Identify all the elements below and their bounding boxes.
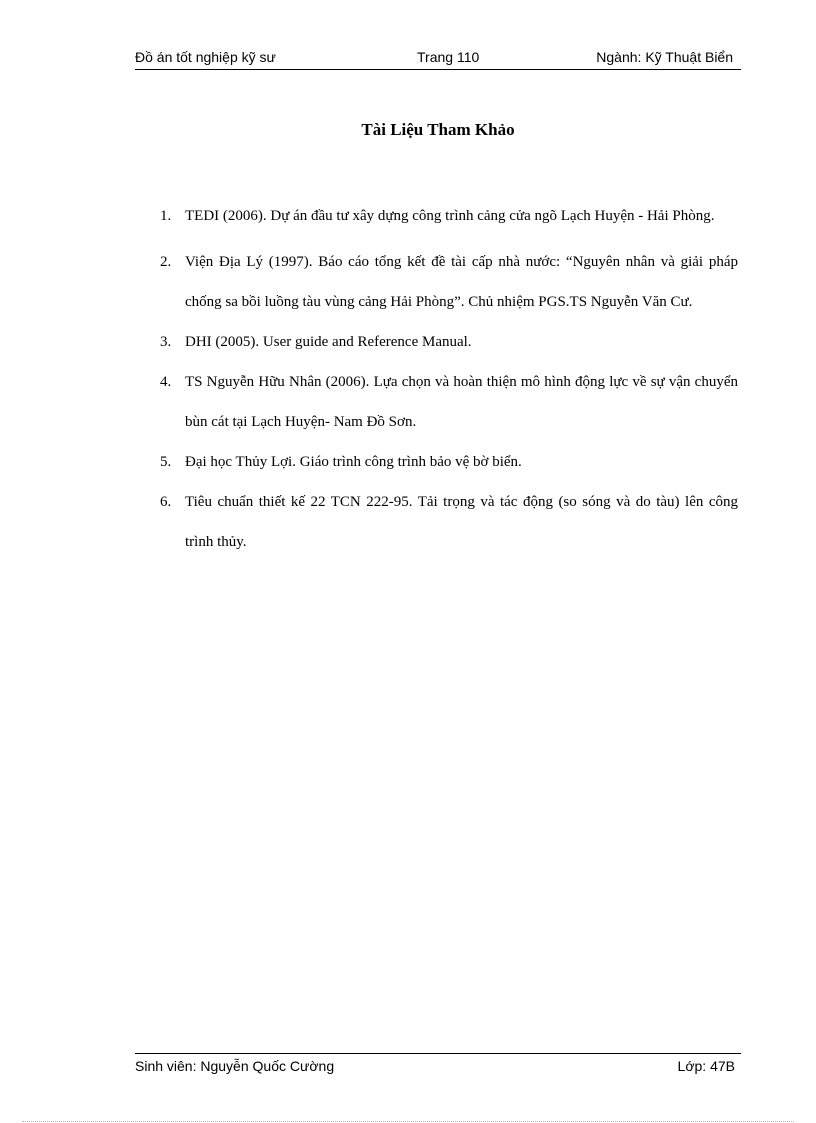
- page-footer: [135, 1053, 741, 1078]
- reference-text: TEDI (2006). Dự án đầu tư xây dựng công trình cảng cửa ngõ Lạch Huyện - Hải Phòng.: [185, 208, 715, 224]
- reference-text: Tiêu chuẩn thiết kế 22 TCN 222-95. Tải trọng và tác động (so sóng và do tàu) lên công trình thủy.: [185, 494, 738, 550]
- reference-number: 4.: [160, 374, 172, 390]
- reference-item: [160, 482, 738, 562]
- reference-text: TS Nguyễn Hữu Nhân (2006). Lựa chọn và hoàn thiện mô hình động lực về sự vận chuyển bùn cát tại Lạch Huyện- Nam Đồ Sơn.: [185, 374, 738, 430]
- reference-list: [160, 190, 738, 562]
- footer-class: Lớp: 47B: [677, 1058, 735, 1074]
- reference-number: 5.: [160, 454, 172, 470]
- reference-number: 1.: [160, 208, 172, 224]
- reference-item: [160, 442, 738, 482]
- header-major: Ngành: Kỹ Thuật Biển: [596, 49, 733, 65]
- reference-item: [160, 362, 738, 442]
- page-title: Tài Liệu Tham Khảo: [361, 120, 515, 139]
- reference-number: 2.: [160, 254, 172, 270]
- reference-number: 6.: [160, 494, 172, 510]
- reference-item: [160, 242, 738, 322]
- header-document-type: Đồ án tốt nghiệp kỹ sư: [135, 49, 276, 65]
- reference-text: Viện Địa Lý (1997). Báo cáo tổng kết đề tài cấp nhà nước: “Nguyên nhân và giải pháp chống sa bồi luồng tàu vùng cảng Hải Phòng”. Chủ nhiệm PGS.TS Nguyễn Văn Cư.: [185, 254, 738, 310]
- page-header: [135, 47, 741, 70]
- reference-item: [160, 196, 738, 236]
- footer-student-name: Sinh viên: Nguyễn Quốc Cường: [135, 1058, 335, 1074]
- reference-item: [160, 322, 738, 362]
- page-bottom-edge: [22, 1121, 794, 1122]
- reference-text: DHI (2005). User guide and Reference Manual.: [185, 334, 472, 350]
- reference-text: Đại học Thủy Lợi. Giáo trình công trình bảo vệ bờ biển.: [185, 454, 522, 470]
- header-page-number: Trang 110: [417, 49, 480, 65]
- reference-number: 3.: [160, 334, 172, 350]
